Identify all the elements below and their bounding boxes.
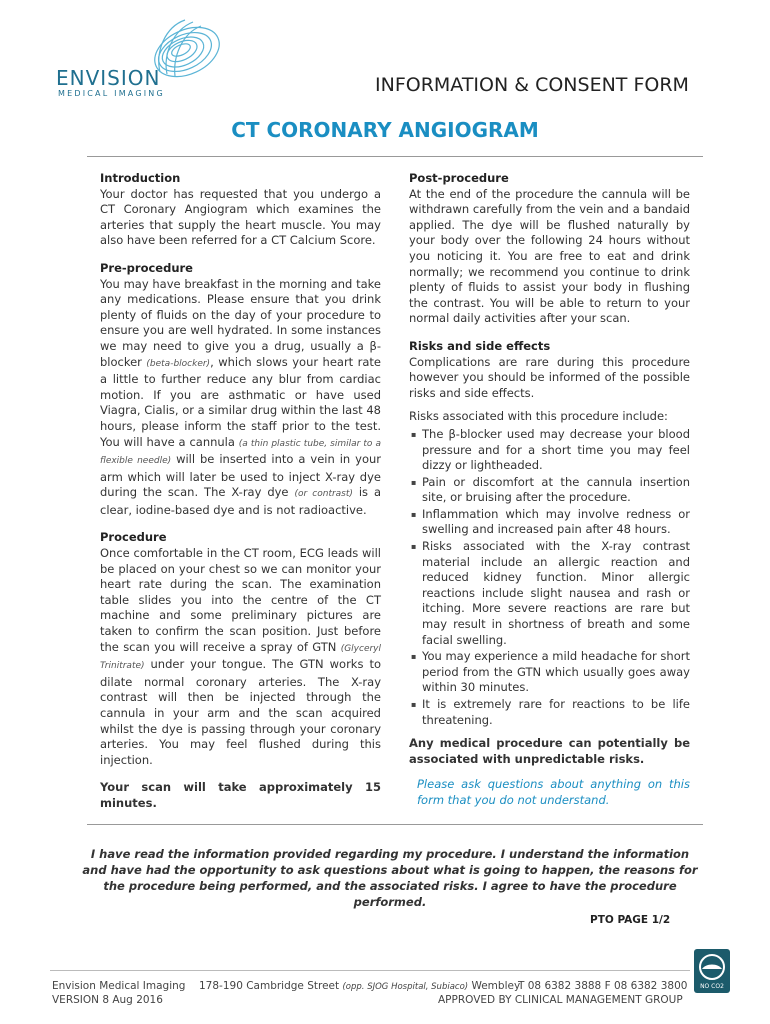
globe-icon [694, 951, 730, 985]
form-title: INFORMATION & CONSENT FORM [375, 74, 689, 96]
procedure-text-2: under your tongue. The GTN works to dilate normal coronary arteries. The X-ray contrast will then be injected through the cannula in your arm and the scan acquired whilst the dye is passing through your coronary arteries. You may feel flushed during this injection. [100, 657, 381, 767]
footer-suburb: Wembley [471, 980, 521, 992]
pre-procedure-note-1: (beta-blocker) [146, 358, 211, 369]
pre-procedure-note-3: (or contrast) [294, 489, 353, 500]
pre-procedure-section [100, 261, 381, 519]
page-indicator: PTO PAGE 1/2 [590, 914, 671, 926]
risks-heading: Risks and side effects [409, 338, 551, 353]
risks-section [409, 339, 690, 728]
brand-subtitle: MEDICAL IMAGING [58, 89, 165, 98]
procedure-heading: Procedure [100, 530, 167, 545]
document-title: CT CORONARY ANGIOGRAM [231, 118, 539, 142]
footer-address-note: (opp. SJOG Hospital, Subiaco) [342, 982, 469, 992]
risk-item: ▪ You may experience a mild headache for short period from the GTN which usually goes away within 30 minutes. [409, 649, 690, 696]
post-procedure-text: At the end of the procedure the cannula will be withdrawn carefully from the vein and a bandaid applied. The dye will be flushed naturally by your body over the following 24 hours without you noticing it. You are free to eat and drink normally; we recommend you continue to drink plenty of fluids to assist your body in flushing the contrast. You will be able to return to your normal daily activities after your scan. [409, 186, 690, 326]
unpredictable-risks-text: Any medical procedure can potentially be associated with unpredictable risks. [409, 736, 690, 766]
footer-company: Envision Medical Imaging [52, 980, 186, 992]
introduction-heading: Introduction [100, 171, 181, 185]
scan-duration-text: Your scan will take approximately 15 minutes. [100, 780, 381, 810]
no-co2-badge [694, 949, 730, 993]
procedure-text-1: Once comfortable in the CT room, ECG leads will be placed on your chest so we can monitor your heart rate during the scan. The examination table slides you into the centre of the CT machine and some preliminary pictures are taken to confirm the scan position. Just before the scan you will receive a spray of GTN [100, 546, 381, 654]
risk-item: ▪ The β-blocker used may decrease your blood pressure and for a short time you may feel dizzy or lightheaded. [409, 427, 690, 474]
footer-approved: APPROVED BY CLINICAL MANAGEMENT GROUP [438, 994, 683, 1006]
risk-item: ▪ Pain or discomfort at the cannula insertion site, or bruising after the procedure. [409, 475, 690, 506]
introduction-section [100, 171, 381, 249]
footer-address [199, 980, 520, 992]
procedure-text [100, 546, 381, 768]
risk-item: ▪ Inflammation which may involve redness or swelling and increased pain after 48 hours. [409, 507, 690, 538]
right-column [409, 171, 690, 809]
pre-procedure-text-1: You may have breakfast in the morning and take any medications. Please ensure that you drink plenty of fluids on the day of your procedure to ensure you are well hydrated. In some instances we may need to give you a drug, usually a β-blocker [100, 276, 381, 369]
title-divider [87, 156, 703, 157]
introduction-text: Your doctor has requested that you undergo a CT Coronary Angiogram which examines the arteries that supply the heart muscle. You may also have been referred for a CT Calcium Score. [100, 186, 381, 248]
post-procedure-section [409, 171, 690, 327]
left-column [100, 171, 381, 812]
pre-procedure-note-2: (a thin plastic tube, similar to a flexible needle) [100, 438, 381, 467]
ask-questions-text: Please ask questions about anything on this form that you do not understand. [417, 777, 690, 807]
pre-procedure-text-2: , which slows your heart rate a little to further reduce any blur from cardiac motion. If you are asthmatic or have used Viagra, Cialis, or a similar drug within the last 48 hours, please inform the staff prior to the test. You will have a cannula [100, 354, 382, 449]
procedure-note-1: (Glyceryl Trinitrate) [100, 643, 382, 672]
footer-street: 178-190 Cambridge Street [199, 980, 340, 992]
brand-name: ENVISION [56, 66, 161, 90]
badge-label: NO CO2 [700, 983, 724, 990]
pre-procedure-text [100, 277, 381, 519]
pre-procedure-text-4: is a clear, iodine-based dye and is not radioactive. [100, 485, 382, 517]
footer-divider [50, 970, 690, 971]
risk-item: ▪ Risks associated with the X-ray contrast material include an allergic reaction and reduced kidney function. Minor allergic reactions include slight nausea and rash or itching. More severe reactions are rare but may result in shortness of breath and some facial swelling. [409, 539, 690, 648]
post-procedure-heading: Post-procedure [409, 171, 509, 185]
pre-procedure-text-3: will be inserted into a vein in your arm which will later be used to inject X-ray dye during the scan. The X-ray dye [100, 452, 381, 500]
risks-text: Complications are rare during this procedure however you should be informed of the possible risks and side effects. [409, 354, 690, 400]
risk-item: ▪ It is extremely rare for reactions to be life threatening. [409, 697, 690, 728]
footer-phone: T 08 6382 3888 F 08 6382 3800 [518, 980, 688, 992]
consent-divider [87, 824, 703, 825]
consent-statement: I have read the information provided regarding my procedure. I understand the information and have had the opportunity to ask questions about what is going to happen, the reasons for the procedure being performed, and the associated risks. I agree to have the procedure performed. [82, 847, 698, 909]
footer-version: VERSION 8 Aug 2016 [52, 994, 163, 1006]
pre-procedure-heading: Pre-procedure [100, 260, 193, 275]
risks-intro: Risks associated with this procedure include: [409, 409, 668, 424]
procedure-section [100, 530, 381, 768]
risks-list [409, 427, 690, 728]
